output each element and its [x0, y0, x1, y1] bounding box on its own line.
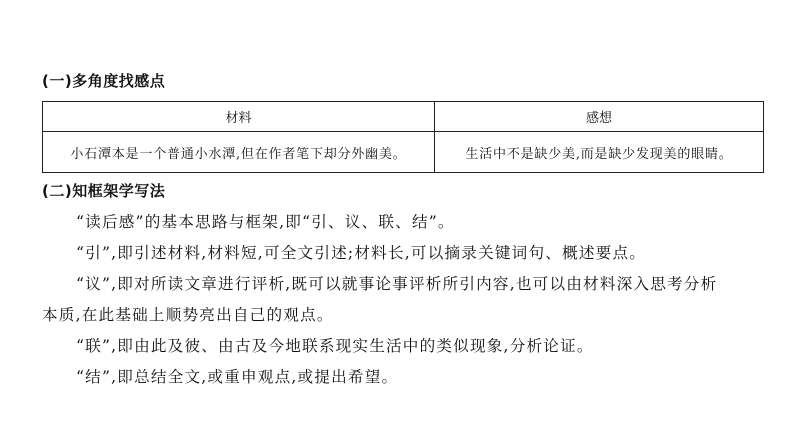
- paragraph-framework: “读后感”的基本思路与框架,即“引、议、联、结”。: [76, 213, 455, 231]
- paragraph-yin: “引”,即引述材料,材料短,可全文引述;材料长,可以摘录关键词句、概述要点。: [76, 244, 647, 262]
- paragraph-lian: “联”,即由此及彼、由古及今地联系现实生活中的类似现象,分析论证。: [76, 337, 594, 355]
- table-row: [43, 132, 764, 173]
- paragraph-yi-continued: 本质,在此基础上顺势亮出自己的观点。: [42, 306, 334, 324]
- column-header-material: 材料: [43, 102, 435, 132]
- paragraph-jie: “结”,即总结全文,或重申观点,或提出希望。: [76, 368, 399, 386]
- column-header-feeling: 感想: [435, 102, 764, 132]
- paragraph-yi: “议”,即对所读文章进行评析,既可以就事论事评析所引内容,也可以由材料深入思考分析: [76, 275, 718, 293]
- section-heading-1: (一)多角度找感点: [42, 72, 166, 90]
- material-cell: 小石潭本是一个普通小水潭,但在作者笔下却分外幽美。: [43, 132, 435, 173]
- table-header-row: [43, 102, 764, 132]
- section-heading-2: (二)知框架学写法: [42, 182, 166, 200]
- feeling-cell: 生活中不是缺少美,而是缺少发现美的眼睛。: [435, 132, 764, 173]
- material-feeling-table: [42, 101, 764, 173]
